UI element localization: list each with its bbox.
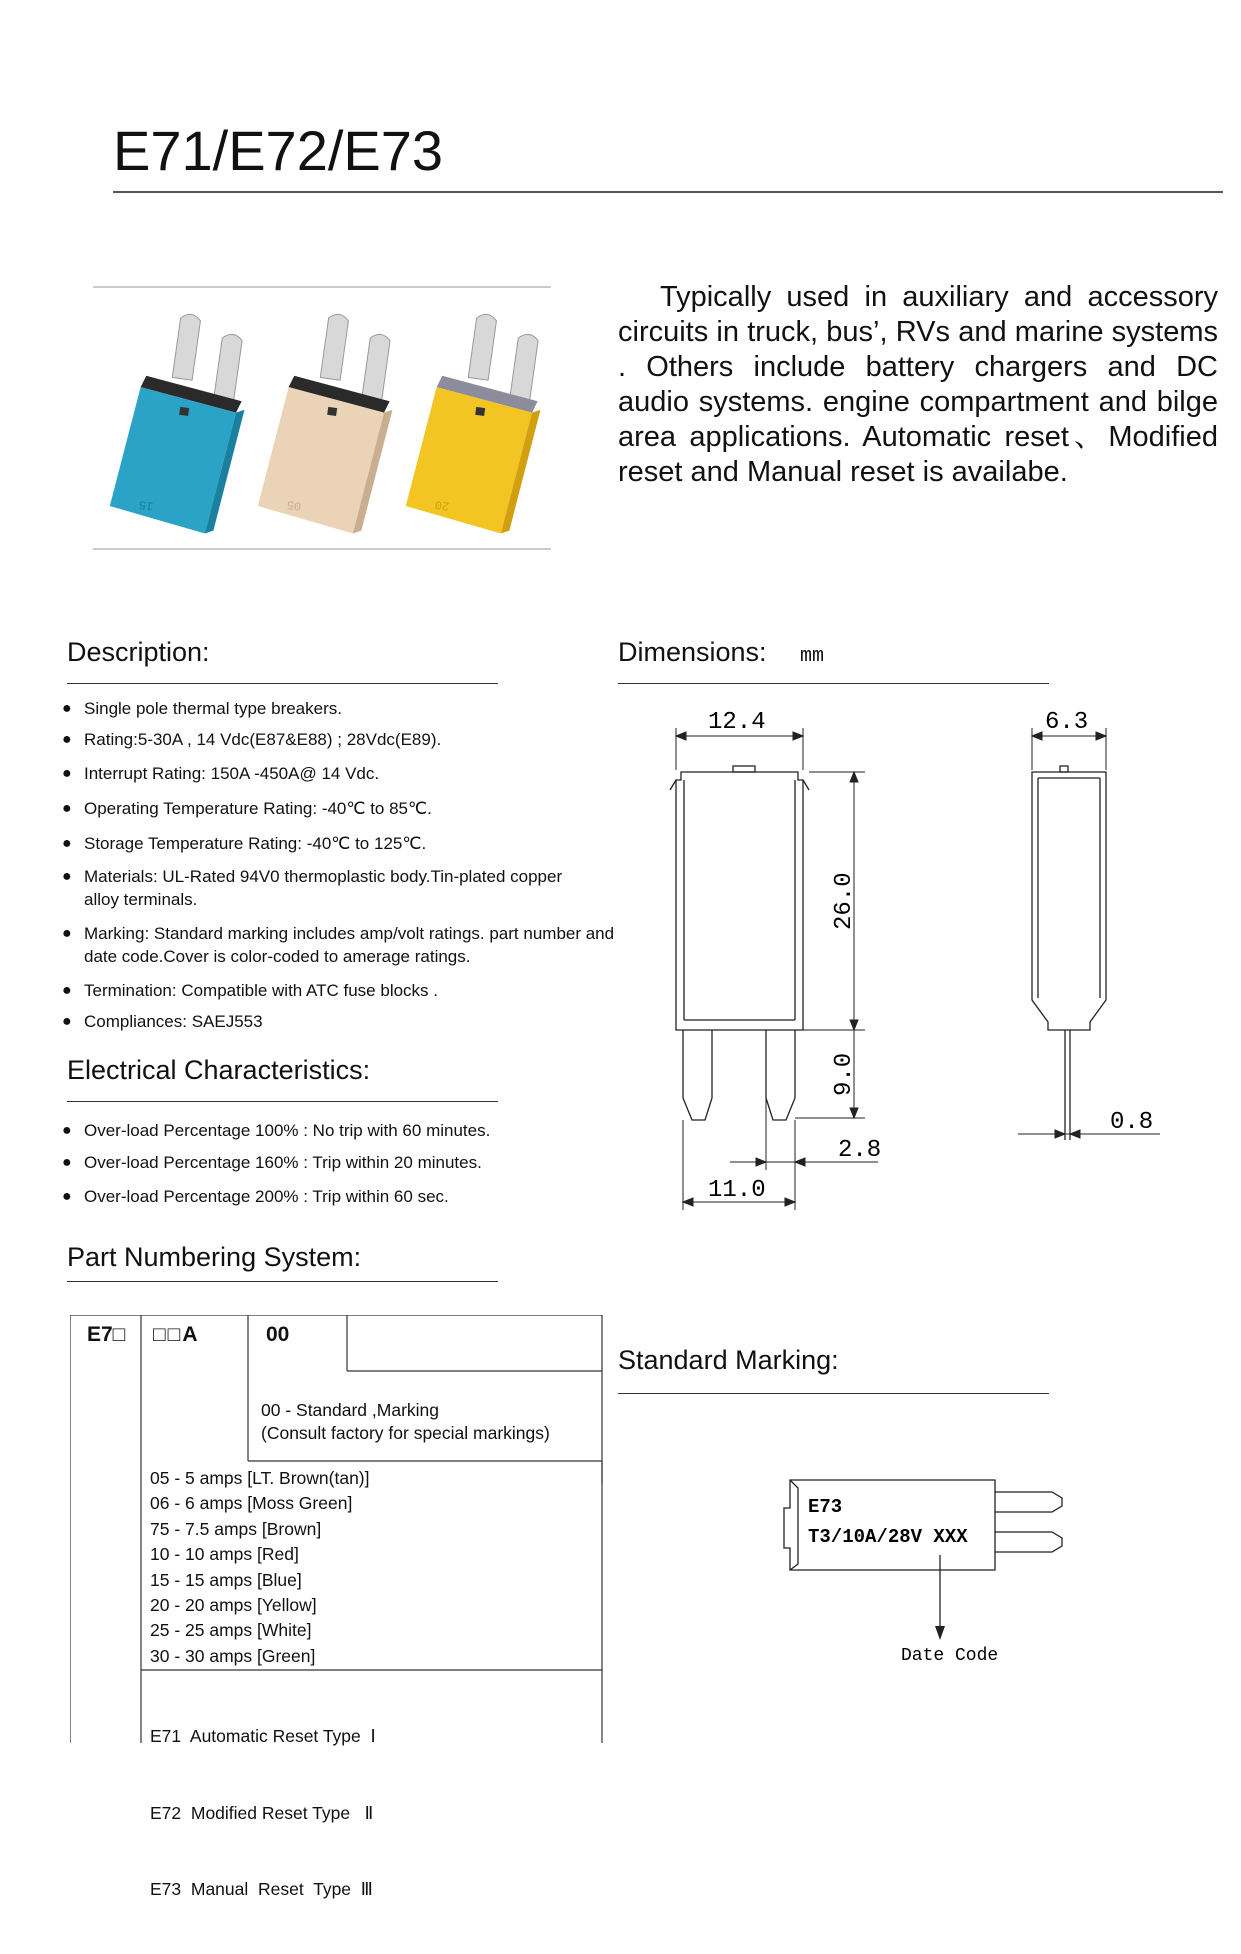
description-item: ● Materials: UL-Rated 94V0 thermoplastic body.Tin-plated copper alloy terminals. [62,865,594,911]
description-item: ● Termination: Compatible with ATC fuse blocks . [62,979,438,1002]
description-item: ● Interrupt Rating: 150A -450A@ 14 Vdc. [62,762,379,785]
dim-body-height: 26.0 [831,872,858,930]
type-item: E73 Manual Reset Type Ⅲ [150,1879,373,1899]
dim-terminal-thickness: 0.8 [1110,1109,1154,1136]
amps-list [150,1466,370,1669]
standard-marking-drawing [770,1470,1090,1670]
date-code-label: Date Code [901,1646,999,1666]
amps-item: 06 - 6 amps [Moss Green] [150,1493,353,1514]
types-list [150,1673,376,1954]
amps-item: 05 - 5 amps [LT. Brown(tan)] [150,1468,370,1488]
amps-item: 30 - 30 amps [Green] [150,1645,316,1666]
description-item: ● Compliances: SAEJ553 [62,1010,263,1033]
amps-item: 25 - 25 amps [White] [150,1620,312,1641]
breaker-photo [256,307,405,537]
standard-marking-heading: Standard Marking: [618,1345,839,1375]
amps-item: 10 - 10 amps [Red] [150,1544,299,1565]
part-numbering-heading: Part Numbering System: [67,1242,362,1272]
dim-terminal-length: 9.0 [831,1052,858,1096]
marking-desc-2: (Consult factory for special markings) [261,1423,550,1443]
type-item: E72 Modified Reset Type Ⅱ [150,1802,374,1823]
description-rule [67,683,498,684]
dimensions-rule [618,683,1049,684]
dim-width: 12.4 [708,709,766,736]
breaker-photo [404,307,551,537]
description-item: ● Rating:5-30A , 14 Vdc(E87&E88) ; 28Vdc(E89). [62,728,441,751]
electrical-item: ● Over-load Percentage 160% : Trip within 20 minutes. [62,1151,482,1174]
description-item: ● Single pole thermal type breakers. [62,697,342,720]
description-item: ● Marking: Standard marking includes amp/volt ratings. part number and date code.Cover is color-coded to amerage ratings. [62,922,644,968]
marking-desc-1: 00 - Standard ,Marking [261,1400,440,1420]
marking-line-1: E73 [808,1496,843,1518]
page-title: E71/E72/E73 [113,119,444,182]
amps-item: 15 - 15 amps [Blue] [150,1569,302,1590]
electrical-rule [67,1101,498,1102]
dim-terminal-width: 2.8 [838,1137,882,1164]
intro-paragraph: Typically used in auxiliary and accessory circuits in truck, bus’, RVs and marine systems . Others include battery chargers and DC audio systems. engine compartment and bilge area applications. Automatic reset、Modified reset and Manual reset is availabe. [618,281,1218,488]
description-heading: Description: [67,637,210,667]
part-numbering-table [70,1315,604,1899]
description-item: ● Operating Temperature Rating: -40℃ to 85℃. [62,797,432,820]
electrical-item: ● Over-load Percentage 200% : Trip within 60 sec. [62,1185,449,1208]
dimensions-heading: Dimensions: [618,637,767,667]
marking-line-2: T3/10A/28V XXX [808,1526,968,1548]
dimensions-unit: mm [800,645,825,668]
amps-item: 20 - 20 amps [Yellow] [150,1595,317,1616]
code-suffix: 00 [266,1323,290,1346]
part-numbering-rule [67,1281,498,1282]
breaker-mark: 15 [137,497,155,513]
code-mid: □□A [153,1323,200,1346]
electrical-item: ● Over-load Percentage 100% : No trip with 60 minutes. [62,1119,490,1142]
dim-terminal-spacing: 11.0 [708,1177,766,1204]
description-item: ● Storage Temperature Rating: -40℃ to 125℃. [62,832,426,855]
standard-marking-svg [770,1470,1090,1670]
title-rule [113,191,1223,193]
standard-marking-rule [618,1393,1049,1394]
code-prefix: E7□ [87,1323,126,1346]
type-item: E71 Automatic Reset Type Ⅰ [150,1726,376,1746]
dim-thickness: 6.3 [1045,709,1089,736]
breaker-mark: 20 [433,497,451,513]
breaker-mark: 05 [285,497,303,513]
breaker-photo [108,307,257,537]
electrical-heading: Electrical Characteristics: [67,1055,371,1085]
dimension-drawing-svg [660,700,1180,1220]
product-photo [93,286,551,550]
dimension-drawing [660,700,1180,1220]
product-photo-svg [93,286,551,550]
amps-item: 75 - 7.5 amps [Brown] [150,1518,322,1539]
